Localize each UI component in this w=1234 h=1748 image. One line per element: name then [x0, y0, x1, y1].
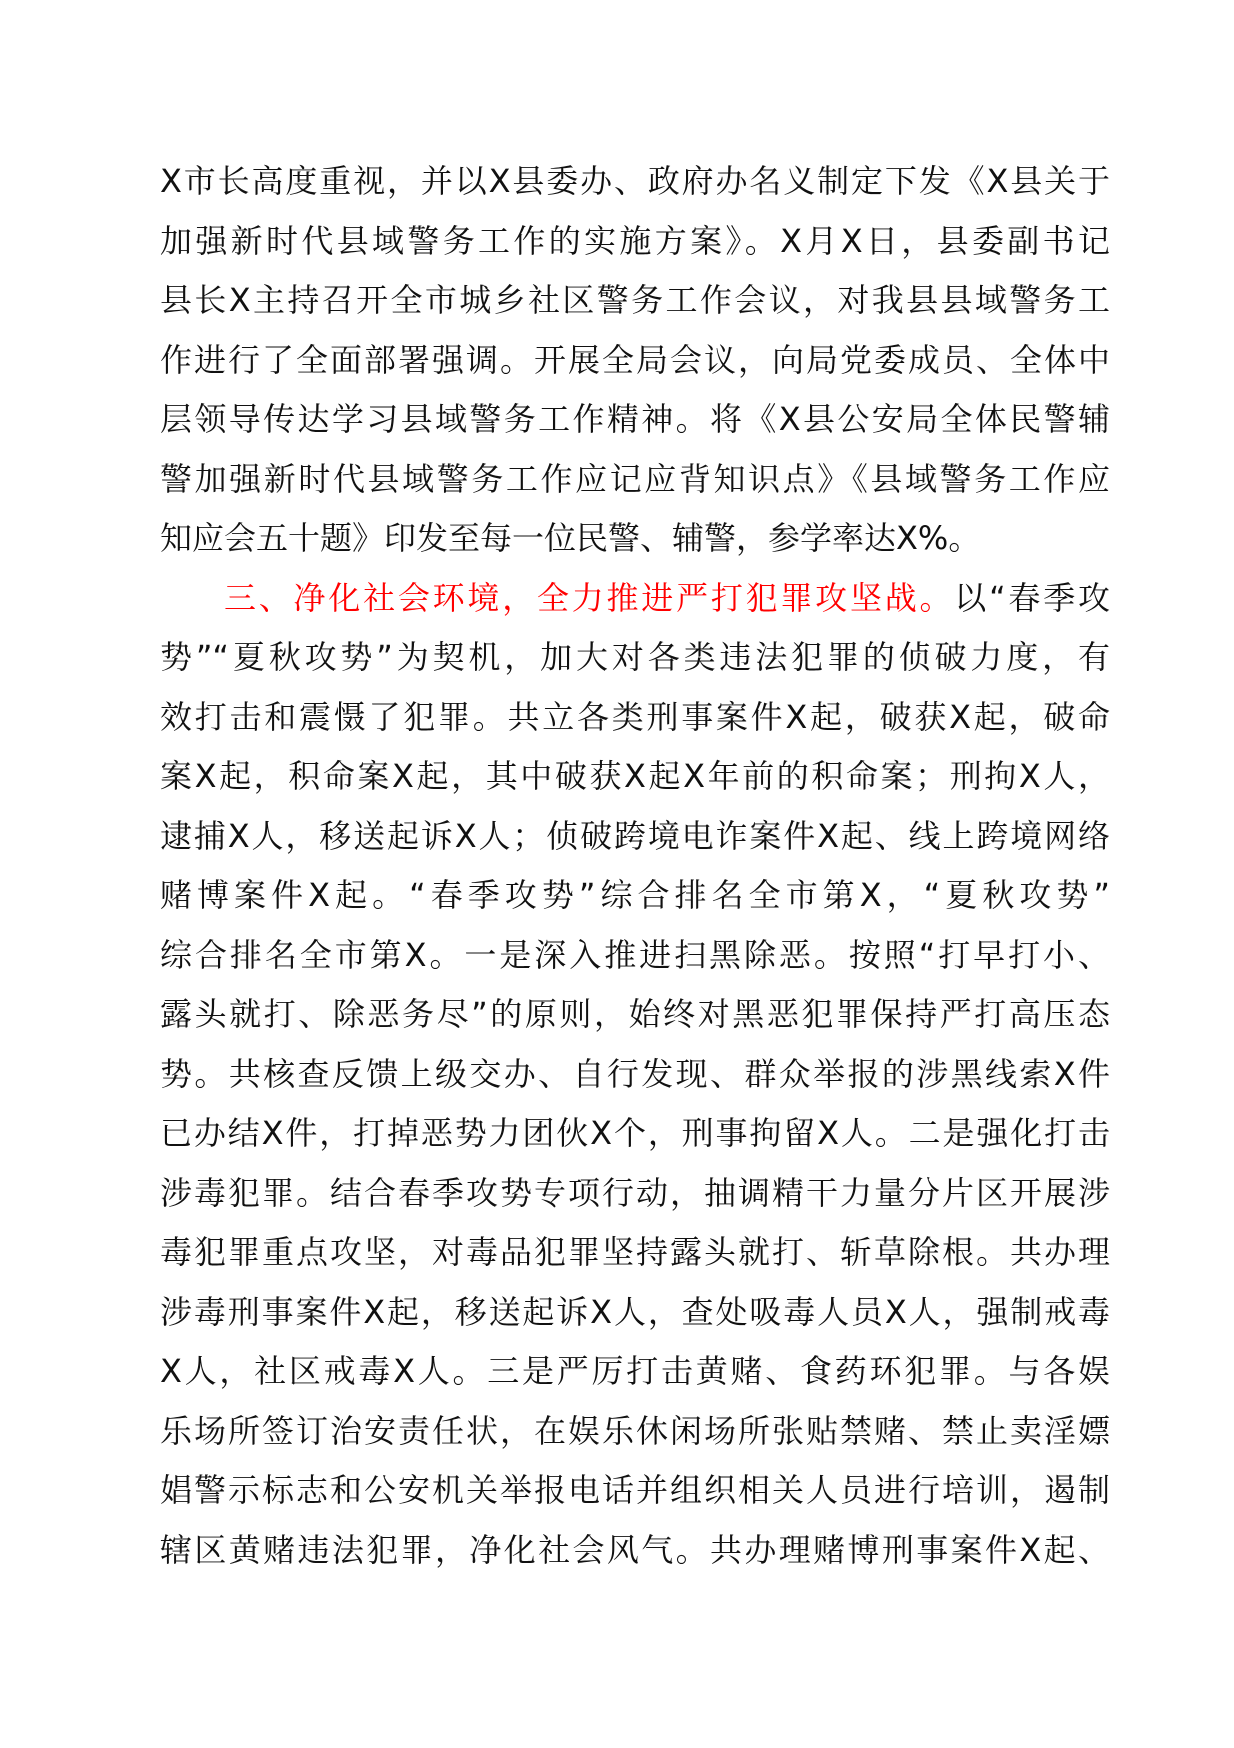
paragraph-2-line: 赌博案件X起。“春季攻势”综合排名全市第X，“夏秋攻势” [160, 876, 1110, 914]
paragraph-2-line: 乐场所签订治安责任状，在娱乐休闲场所张贴禁赌、禁止卖淫嫖 [160, 1411, 1110, 1450]
paragraph-2-line: 露头就打、除恶务尽”的原则，始终对黑恶犯罪保持严打高压态 [160, 995, 1110, 1033]
paragraph-2-line: 逮捕X人，移送起诉X人；侦破跨境电诈案件X起、线上跨境网络 [160, 816, 1110, 855]
paragraph-2-line: 娼警示标志和公安机关举报电话并组织相关人员进行培训，遏制 [160, 1471, 1110, 1509]
paragraph-2-line: 涉毒犯罪。结合春季攻势专项行动，抽调精干力量分片区开展涉 [160, 1173, 1110, 1212]
paragraph-2-line: X人，社区戒毒X人。三是严厉打击黄赌、食药环犯罪。与各娱 [160, 1352, 1110, 1390]
section-heading-continuation: 以“春季攻 [954, 578, 1110, 617]
paragraph-2-line: 势”“夏秋攻势”为契机，加大对各类违法犯罪的侦破力度，有 [160, 638, 1110, 676]
paragraph-2-line: 势。共核查反馈上级交办、自行发现、群众举报的涉黑线索X件 [160, 1054, 1110, 1093]
paragraph-1-line: 作进行了全面部署强调。开展全局会议，向局党委成员、全体中 [160, 340, 1110, 379]
paragraph-1 [160, 152, 1110, 569]
paragraph-2-line: 已办结X件，打掉恶势力团伙X个，刑事拘留X人。二是强化打击 [160, 1114, 1110, 1152]
paragraph-1-line: 知应会五十题》印发至每一位民警、辅警，参学率达X%。 [160, 519, 981, 557]
paragraph-2-line: 涉毒刑事案件X起，移送起诉X人，查处吸毒人员X人，强制戒毒 [160, 1292, 1110, 1331]
paragraph-2-first-line [160, 569, 1110, 629]
paragraph-2-line: 案X起，积命案X起，其中破获X起X年前的积命案；刑拘X人， [160, 757, 1110, 795]
paragraph-2-line: 辖区黄赌违法犯罪，净化社会风气。共办理赌博刑事案件X起、 [160, 1530, 1110, 1569]
paragraph-1-line: X市长高度重视，并以X县委办、政府办名义制定下发《X县关于 [160, 162, 1110, 200]
paragraph-1-line: 警加强新时代县域警务工作应记应背知识点》《县域警务工作应 [160, 459, 1110, 498]
document-body [160, 152, 1110, 1580]
paragraph-1-line: 加强新时代县域警务工作的实施方案》。X月X日，县委副书记 [160, 221, 1110, 260]
paragraph-2 [160, 569, 1110, 1581]
paragraph-2-line: 综合排名全市第X。一是深入推进扫黑除恶。按照“打早打小、 [160, 935, 1110, 974]
paragraph-1-line: 县长X主持召开全市城乡社区警务工作会议，对我县县域警务工 [160, 281, 1110, 319]
paragraph-2-line: 毒犯罪重点攻坚，对毒品犯罪坚持露头就打、斩草除根。共办理 [160, 1233, 1110, 1271]
paragraph-2-line: 效打击和震慑了犯罪。共立各类刑事案件X起，破获X起，破命 [160, 697, 1110, 736]
section-heading: 三、净化社会环境，全力推进严打犯罪攻坚战。 [224, 578, 955, 617]
paragraph-1-line: 层领导传达学习县域警务工作精神。将《X县公安局全体民警辅 [160, 400, 1110, 438]
